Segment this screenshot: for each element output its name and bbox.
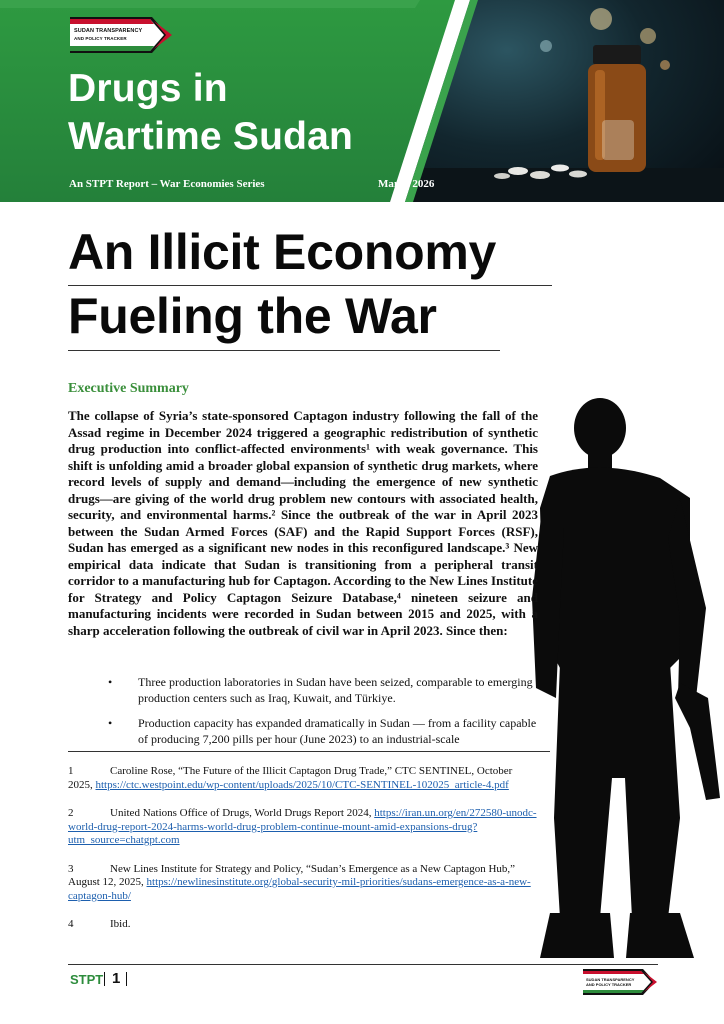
list-item-text: Three production laboratories in Sudan have been seized, comparable to emerging production centers such as Iraq, Kuwait, and Türkiye. xyxy=(138,675,533,705)
logo-line-2: AND POLICY TRACKER xyxy=(586,982,632,987)
executive-summary-paragraph: The collapse of Syria’s state-sponsored Captagon industry following the fall of the Assad regime in December 2024 triggered a geographic redistribution of synthetic drug production into conflict-affected environments¹ with weak governance. This shift is unfolding amid a broader global expansion of synthetic drug markets, where record levels of supply and demand—including the emergence of new synthetic drugs—are giving of the world drug problem new contours with associated health, security, and environmental harms.² Since the outbreak of the war in April 2023 between the Sudan Armed Forces (SAF) and the Rapid Support Forces (RSF), Sudan has emerged as a significant new nodes in this reconfigured landscape.³ New empirical data indicate that Sudan is transitioning from a peripheral transit corridor to a manufacturing hub for Captagon. According to the New Lines Institute for Strategy and Policy Captagon Seizure Database,⁴ nineteen seizure and manufacturing incidents were recorded in Sudan between 2015 and 2025, with a sharp acceleration following the outbreak of civil war in April 2023. Since then: xyxy=(68,408,538,638)
footnote-link[interactable]: https://iran.un.org/en/272580-unodc-world-drug-report-2024-harms-world-drug-problem-continue-mount-amid-expansions-drug?utm_source=chatgpt.com xyxy=(68,807,537,846)
findings-list xyxy=(68,675,538,757)
footnote-4 xyxy=(68,918,538,932)
footnote-3 xyxy=(68,863,538,904)
logo-line-2: AND POLICY TRACKER xyxy=(74,36,127,41)
stpt-footer-logo xyxy=(583,969,659,995)
report-date: March 2026 xyxy=(378,178,435,190)
logo-line-1: SUDAN TRANSPARENCY xyxy=(586,977,635,982)
footnote-divider xyxy=(68,751,550,752)
soldier-silhouette-image xyxy=(530,398,724,958)
footnote-link[interactable]: https://newlinesinstitute.org/global-security-mil-priorities/sudans-emergence-as-a-new-captagon-hub/ xyxy=(68,876,531,902)
headline-line-1: An Illicit Economy xyxy=(68,224,496,280)
footnote-number: 4 xyxy=(68,918,74,930)
footnote-link[interactable]: https://ctc.westpoint.edu/wp-content/uploads/2025/10/CTC-SENTINEL-102025_article-4.pdf xyxy=(95,778,509,791)
report-header xyxy=(0,0,724,202)
stpt-logo xyxy=(70,17,174,53)
page-footer-label: STPT xyxy=(70,972,104,987)
report-title-line-1: Drugs in xyxy=(68,67,228,110)
headline-line-2: Fueling the War xyxy=(68,288,437,344)
footnotes xyxy=(68,765,538,947)
bullet-icon: • xyxy=(108,716,113,730)
report-subtitle: An STPT Report – War Economies Series xyxy=(69,178,265,190)
page-number-separator xyxy=(104,972,105,986)
logo-wordmark xyxy=(74,28,154,42)
footnote-text: Caroline Rose, “The Future of the Illicit Captagon Drug Trade,” CTC SENTINEL, October 2025, xyxy=(68,765,513,791)
report-title-line-2: Wartime Sudan xyxy=(68,115,354,158)
list-item xyxy=(68,716,538,747)
headline-divider xyxy=(68,285,552,286)
footnote-1 xyxy=(68,765,538,792)
footnote-2 xyxy=(68,807,538,848)
page-footer-divider xyxy=(68,964,658,965)
list-item-text: Production capacity has expanded dramatically in Sudan — from a facility capable of producing 7,200 pills per hour (June 2023) to an industrial-scale xyxy=(138,716,537,746)
footnote-number: 3 xyxy=(68,862,74,875)
logo-line-1: SUDAN TRANSPARENCY xyxy=(74,28,143,34)
bullet-icon: • xyxy=(108,675,113,689)
page-number-separator xyxy=(126,972,127,986)
logo-wordmark xyxy=(586,977,642,987)
footnote-text: New Lines Institute for Strategy and Policy, “Sudan’s Emergence as a New Captagon Hub,” August 12, 2025, xyxy=(68,862,516,888)
footnote-text: United Nations Office of Drugs, World Drugs Report 2024, xyxy=(110,807,375,819)
footnote-text: Ibid. xyxy=(110,918,131,930)
footnote-number: 2 xyxy=(68,807,74,819)
headline-divider xyxy=(68,350,500,351)
executive-summary-heading: Executive Summary xyxy=(68,381,189,396)
page-number: 1 xyxy=(112,970,121,987)
footnote-number: 1 xyxy=(68,765,74,777)
list-item xyxy=(68,675,538,706)
